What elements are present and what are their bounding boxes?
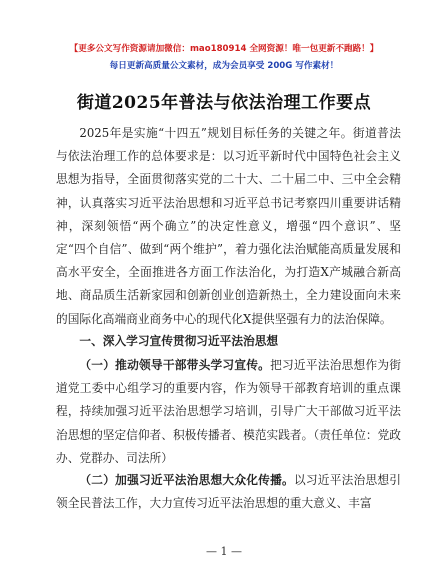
document-title: 街道2025年普法与依法治理工作要点 bbox=[76, 93, 372, 113]
promo-banner-line-1: 【更多公文写作资源请加微信：mao180914 全网资源！唯一包更新不跑路！】 bbox=[69, 44, 379, 54]
page-number: — 1 — bbox=[206, 545, 242, 558]
section-heading-1: 一、深入学习宣传贯彻习近平法治思想 bbox=[79, 334, 279, 348]
section-item-2-text: 以习近平法治思想引领全民普法工作，大力宣传习近平法治思想的重大意义、丰富 bbox=[56, 473, 401, 511]
section-item-1-text: 把习近平法治思想作为街道党工委中心组学习的重要内容，作为领导干部教育培训的重点课程，持续加强习近平法治思想学习培训，引导广大干部做习近平法治思想的坚定信仰者、积极传播者、模范实践者。（责任单位：党政办、党群办、司法所） bbox=[56, 358, 401, 465]
section-item-1-label: （一）推动领导干部带头学习宣传。 bbox=[79, 358, 271, 372]
section-item-2-label: （二）加强习近平法治思想大众化传播。 bbox=[79, 473, 294, 487]
promo-banner-line-2: 每日更新高质量公文素材，成为会员享受 200G 写作素材！ bbox=[109, 61, 339, 71]
section-item-2 bbox=[56, 469, 401, 515]
section-item-1 bbox=[56, 354, 401, 470]
intro-paragraph: 2025年是实施“十四五”规划目标任务的关键之年。街道普法与依法治理工作的总体要求是：以习近平新时代中国特色社会主义思想为指导，全面贯彻落实党的二十大、二十届二中、三中全会精神，认真落实习近平法治思想和习近平总书记考察四川重要讲话精神，深刻领悟“两个确立”的决定性意义，增强“四个意识”、坚定“四个自信”、做到“两个维护”，着力强化法治赋能高质量发展和高水平安全，全面推进各方面工作法治化，为打造X产城融合新高地、商品质生活新家园和创新创业创造新热土，全力建设面向未来的国际化高端商业商务中心的现代化X提供坚强有力的法治保障。 bbox=[56, 126, 401, 326]
